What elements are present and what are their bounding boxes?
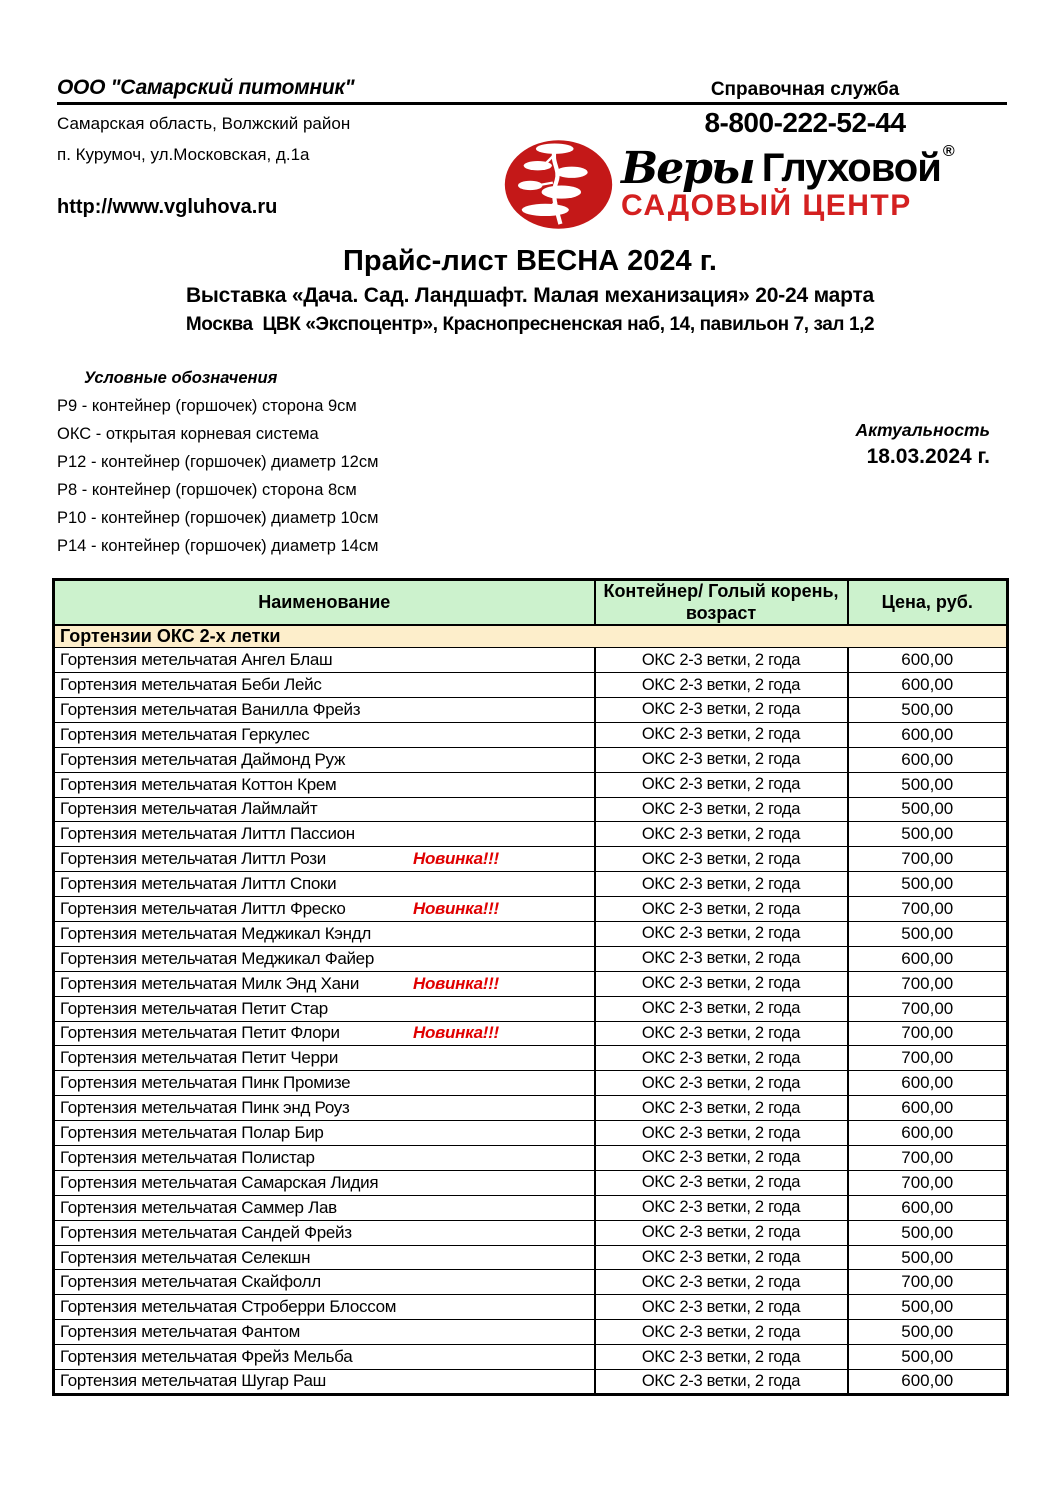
row-price: 600,00 — [848, 722, 1008, 747]
brand-first-name: Веры — [621, 142, 754, 194]
row-container: ОКС 2-3 ветки, 2 года — [595, 772, 848, 797]
row-container: ОКС 2-3 ветки, 2 года — [595, 1021, 848, 1046]
legend-item: Р9 - контейнер (горшочек) сторона 9см — [57, 397, 357, 415]
row-name: Гортензия метельчатая Сандей Фрейз — [60, 1222, 352, 1242]
row-price: 600,00 — [848, 1195, 1008, 1220]
row-container: ОКС 2-3 ветки, 2 года — [595, 1245, 848, 1270]
table-row — [54, 1195, 1008, 1220]
row-name: Гортензия метельчатая Шугар Раш — [60, 1371, 326, 1391]
legend-title: Условные обозначения — [84, 369, 278, 387]
row-price: 600,00 — [848, 1071, 1008, 1096]
row-name: Гортензия метельчатая Литтл Споки — [60, 874, 337, 894]
row-container: ОКС 2-3 ветки, 2 года — [595, 1270, 848, 1295]
brand-subtitle: САДОВЫЙ ЦЕНТР — [621, 189, 912, 223]
row-container: ОКС 2-3 ветки, 2 года — [595, 1096, 848, 1121]
row-name: Гортензия метельчатая Ванилла Фрейз — [60, 699, 361, 719]
row-container: ОКС 2-3 ветки, 2 года — [595, 673, 848, 698]
row-name: Гортензия метельчатая Литтл Пассион — [60, 824, 355, 844]
row-container: ОКС 2-3 ветки, 2 года — [595, 971, 848, 996]
price-table-body — [54, 625, 1008, 1394]
row-price: 700,00 — [848, 1270, 1008, 1295]
row-name: Гортензия метельчатая Селекшн — [60, 1247, 311, 1267]
row-price: 600,00 — [848, 747, 1008, 772]
row-price: 500,00 — [848, 921, 1008, 946]
row-container: ОКС 2-3 ветки, 2 года — [595, 648, 848, 673]
table-row — [54, 822, 1008, 847]
section-title: Гортензии ОКС 2-х летки — [54, 625, 1008, 648]
row-container: ОКС 2-3 ветки, 2 года — [595, 747, 848, 772]
legend-item: Р8 - контейнер (горшочек) сторона 8см — [57, 481, 357, 499]
row-name: Гортензия метельчатая Лаймлайт — [60, 799, 318, 819]
legend-item: ОКС - открытая корневая система — [57, 425, 319, 443]
table-row — [54, 797, 1008, 822]
table-row — [54, 1320, 1008, 1345]
row-price: 500,00 — [848, 872, 1008, 897]
table-row — [54, 872, 1008, 897]
table-row — [54, 697, 1008, 722]
row-container: ОКС 2-3 ветки, 2 года — [595, 897, 848, 922]
row-price: 500,00 — [848, 797, 1008, 822]
row-price: 500,00 — [848, 822, 1008, 847]
row-name: Гортензия метельчатая Самарская Лидия — [60, 1172, 379, 1192]
row-price: 500,00 — [848, 1345, 1008, 1370]
row-container: ОКС 2-3 ветки, 2 года — [595, 1146, 848, 1171]
table-row — [54, 1071, 1008, 1096]
row-price: 600,00 — [848, 1370, 1008, 1395]
registered-trademark-icon: ® — [942, 142, 955, 160]
table-row — [54, 1345, 1008, 1370]
row-name: Гортензия метельчатая Даймонд Руж — [60, 749, 346, 769]
row-price: 600,00 — [848, 1096, 1008, 1121]
table-row — [54, 971, 1008, 996]
row-container: ОКС 2-3 ветки, 2 года — [595, 797, 848, 822]
row-name: Гортензия метельчатая Фрейз Мельба — [60, 1347, 353, 1367]
header-divider — [57, 102, 1007, 105]
row-container: ОКС 2-3 ветки, 2 года — [595, 996, 848, 1021]
table-row — [54, 847, 1008, 872]
row-price: 700,00 — [848, 1046, 1008, 1071]
actuality-label: Актуальность — [855, 420, 990, 440]
table-row — [54, 1096, 1008, 1121]
row-price: 500,00 — [848, 1220, 1008, 1245]
row-container: ОКС 2-3 ветки, 2 года — [595, 847, 848, 872]
actuality-date: 18.03.2024 г. — [866, 445, 990, 468]
brand-last-name: Глуховой — [761, 145, 941, 190]
row-container: ОКС 2-3 ветки, 2 года — [595, 921, 848, 946]
table-row — [54, 1295, 1008, 1320]
row-container: ОКС 2-3 ветки, 2 года — [595, 697, 848, 722]
row-price: 500,00 — [848, 1245, 1008, 1270]
table-row — [54, 946, 1008, 971]
column-header-price: Цена, руб. — [848, 580, 1008, 626]
row-price: 700,00 — [848, 847, 1008, 872]
row-price: 700,00 — [848, 1170, 1008, 1195]
row-name: Гортензия метельчатая Полар Бир — [60, 1123, 324, 1143]
row-container: ОКС 2-3 ветки, 2 года — [595, 872, 848, 897]
row-price: 500,00 — [848, 772, 1008, 797]
row-novelty-badge: Новинка!!! — [413, 899, 499, 919]
row-container: ОКС 2-3 ветки, 2 года — [595, 1170, 848, 1195]
row-price: 600,00 — [848, 648, 1008, 673]
row-name: Гортензия метельчатая Строберри Блоссом — [60, 1297, 397, 1317]
column-header-name: Наименование — [54, 580, 595, 626]
document-title: Прайс-лист ВЕСНА 2024 г. — [343, 245, 717, 277]
row-name: Гортензия метельчатая Милк Энд Хани — [60, 973, 360, 993]
row-name: Гортензия метельчатая Пинк Промизе — [60, 1073, 351, 1093]
row-name: Гортензия метельчатая Пинк энд Роуз — [60, 1098, 350, 1118]
table-row — [54, 1245, 1008, 1270]
row-container: ОКС 2-3 ветки, 2 года — [595, 1220, 848, 1245]
price-table — [52, 578, 1009, 1396]
table-row — [54, 722, 1008, 747]
table-row — [54, 1046, 1008, 1071]
row-price: 500,00 — [848, 697, 1008, 722]
website-url: http://www.vgluhova.ru — [57, 196, 278, 218]
row-container: ОКС 2-3 ветки, 2 года — [595, 1121, 848, 1146]
row-name: Гортензия метельчатая Беби Лейс — [60, 675, 322, 695]
legend-item: Р12 - контейнер (горшочек) диаметр 12см — [57, 453, 379, 471]
table-row — [54, 1220, 1008, 1245]
row-container: ОКС 2-3 ветки, 2 года — [595, 1370, 848, 1395]
row-novelty-badge: Новинка!!! — [413, 849, 499, 869]
row-name: Гортензия метельчатая Фантом — [60, 1322, 300, 1342]
row-price: 600,00 — [848, 1121, 1008, 1146]
table-row — [54, 897, 1008, 922]
column-header-container: Контейнер/ Голый корень, возраст — [595, 580, 848, 626]
row-name: Гортензия метельчатая Литтл Фреско — [60, 899, 346, 919]
row-name: Гортензия метельчатая Саммер Лав — [60, 1197, 337, 1217]
venue-subtitle: Москва ЦВК «Экспоцентр», Краснопресненская наб, 14, павильон 7, зал 1,2 — [185, 314, 875, 335]
row-name: Гортензия метельчатая Геркулес — [60, 724, 310, 744]
row-container: ОКС 2-3 ветки, 2 года — [595, 1295, 848, 1320]
row-container: ОКС 2-3 ветки, 2 года — [595, 1071, 848, 1096]
row-container: ОКС 2-3 ветки, 2 года — [595, 1345, 848, 1370]
company-region: Самарская область, Волжский район — [57, 114, 351, 133]
row-name: Гортензия метельчатая Коттон Крем — [60, 774, 337, 794]
company-name: ООО "Самарский питомник" — [57, 76, 355, 99]
row-price: 700,00 — [848, 1146, 1008, 1171]
row-container: ОКС 2-3 ветки, 2 года — [595, 1320, 848, 1345]
row-name: Гортензия метельчатая Меджикал Файер — [60, 948, 374, 968]
row-price: 700,00 — [848, 897, 1008, 922]
row-name: Гортензия метельчатая Меджикал Кэндл — [60, 923, 372, 943]
row-price: 700,00 — [848, 1021, 1008, 1046]
row-price: 700,00 — [848, 971, 1008, 996]
logo-text — [621, 142, 955, 223]
table-row — [54, 648, 1008, 673]
row-name: Гортензия метельчатая Полистар — [60, 1147, 315, 1167]
row-container: ОКС 2-3 ветки, 2 года — [595, 1046, 848, 1071]
row-container: ОКС 2-3 ветки, 2 года — [595, 822, 848, 847]
service-phone: 8-800-222-52-44 — [704, 107, 906, 138]
table-row — [54, 1021, 1008, 1046]
row-price: 600,00 — [848, 673, 1008, 698]
garden-center-logo — [502, 136, 953, 233]
section-header-row — [54, 625, 1008, 648]
row-name: Гортензия метельчатая Литтл Рози — [60, 849, 326, 869]
table-row — [54, 1146, 1008, 1171]
row-price: 500,00 — [848, 1295, 1008, 1320]
row-price: 600,00 — [848, 946, 1008, 971]
bonsai-tree-icon — [502, 136, 615, 233]
table-row — [54, 747, 1008, 772]
table-row — [54, 996, 1008, 1021]
table-header-row — [54, 580, 1008, 626]
company-address: п. Курумоч, ул.Московская, д.1а — [57, 145, 310, 164]
table-row — [54, 921, 1008, 946]
table-row — [54, 772, 1008, 797]
table-row — [54, 673, 1008, 698]
row-name: Гортензия метельчатая Петит Флори — [60, 1023, 340, 1043]
row-novelty-badge: Новинка!!! — [413, 1023, 499, 1043]
service-label: Справочная служба — [710, 79, 900, 100]
legend-item: Р10 - контейнер (горшочек) диаметр 10см — [57, 509, 379, 527]
row-price: 700,00 — [848, 996, 1008, 1021]
row-price: 500,00 — [848, 1320, 1008, 1345]
row-container: ОКС 2-3 ветки, 2 года — [595, 1195, 848, 1220]
row-name: Гортензия метельчатая Петит Стар — [60, 998, 328, 1018]
row-name: Гортензия метельчатая Скайфолл — [60, 1272, 321, 1292]
row-name: Гортензия метельчатая Ангел Блаш — [60, 650, 333, 670]
table-row — [54, 1170, 1008, 1195]
table-row — [54, 1270, 1008, 1295]
exhibition-subtitle: Выставка «Дача. Сад. Ландшафт. Малая механизация» 20-24 марта — [185, 284, 875, 307]
row-name: Гортензия метельчатая Петит Черри — [60, 1048, 339, 1068]
table-row — [54, 1370, 1008, 1395]
row-container: ОКС 2-3 ветки, 2 года — [595, 722, 848, 747]
row-novelty-badge: Новинка!!! — [413, 973, 499, 993]
legend-item: Р14 - контейнер (горшочек) диаметр 14см — [57, 537, 379, 555]
row-container: ОКС 2-3 ветки, 2 года — [595, 946, 848, 971]
table-row — [54, 1121, 1008, 1146]
